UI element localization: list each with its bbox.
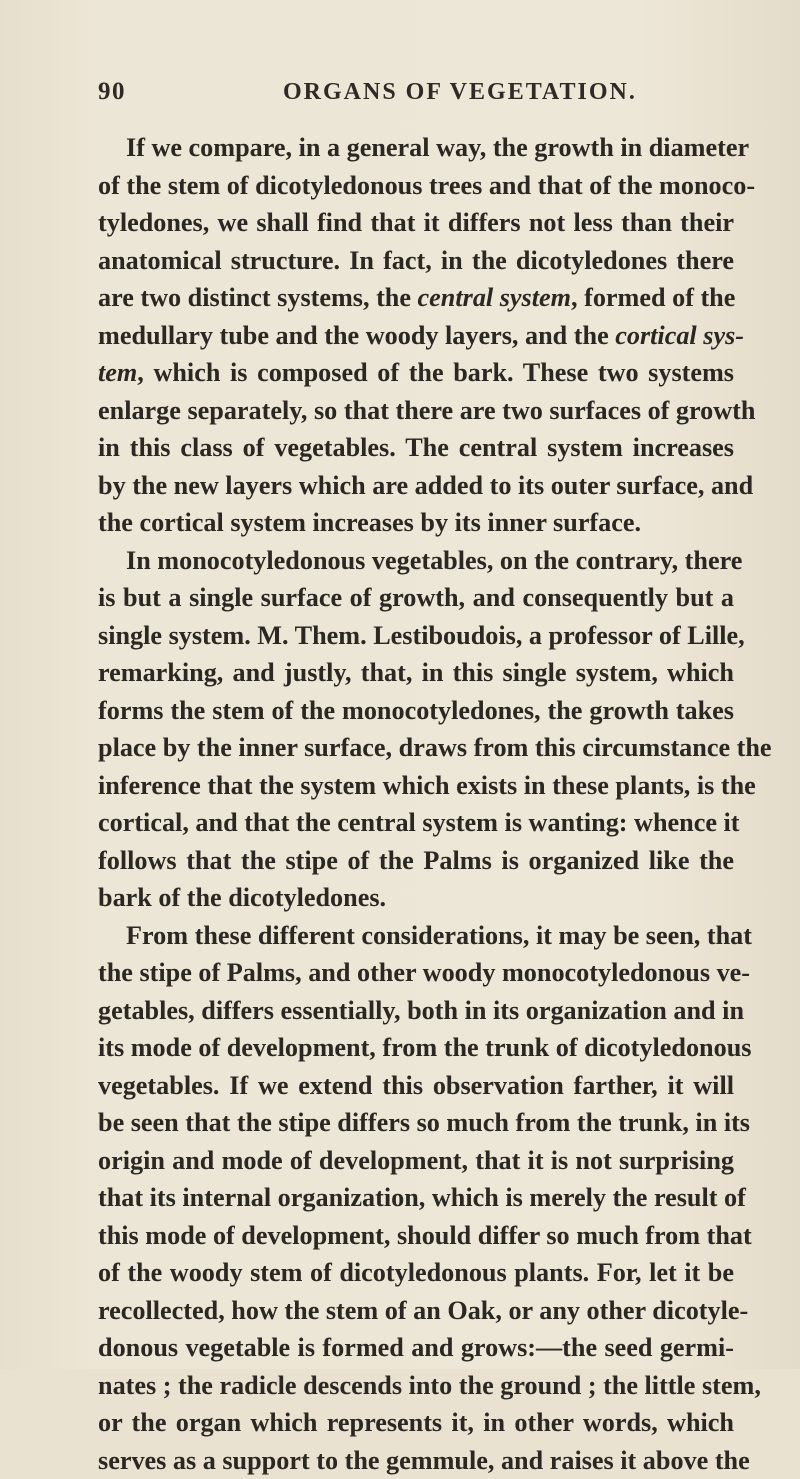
text-line: enlarge separately, so that there are two surfaces of growth	[98, 392, 734, 430]
text-line: cortical, and that the central system is wanting: whence it	[98, 804, 734, 842]
text-line: its mode of development, from the trunk of dicotyledonous	[98, 1029, 734, 1067]
text-line: From these different considerations, it may be seen, that	[98, 917, 734, 955]
text-line	[98, 279, 734, 317]
text-line: donous vegetable is formed and grows:—the seed germi-	[98, 1329, 734, 1367]
text-line: the stipe of Palms, and other woody monocotyledonous ve-	[98, 954, 734, 992]
text-run: medullary tube and the woody layers, and the	[98, 321, 615, 350]
text-line: follows that the stipe of the Palms is organized like the	[98, 842, 734, 880]
body-text	[98, 129, 734, 1479]
text-line: vegetables. If we extend this observation farther, it will	[98, 1067, 734, 1105]
text-line: tyledones, we shall find that it differs not less than their	[98, 204, 734, 242]
text-line	[98, 354, 734, 392]
text-line: this mode of development, should differ so much from that	[98, 1217, 734, 1255]
italic-term: tem	[98, 358, 137, 387]
text-line: the cortical system increases by its inner surface.	[98, 504, 734, 542]
text-run: , which is composed of the bark. These two systems	[137, 358, 734, 387]
text-run: are two distinct systems, the	[98, 283, 418, 312]
text-line: place by the inner surface, draws from this circumstance the	[98, 729, 734, 767]
text-line: recollected, how the stem of an Oak, or any other dicotyle-	[98, 1292, 734, 1330]
text-line: anatomical structure. In fact, in the dicotyledones there	[98, 242, 734, 280]
running-head: ORGANS OF VEGETATION.	[283, 79, 637, 106]
text-line: inference that the system which exists in these plants, is the	[98, 767, 734, 805]
text-line: single system. M. Them. Lestiboudois, a professor of Lille,	[98, 617, 734, 655]
italic-term: cortical sys-	[615, 321, 744, 350]
text-line: forms the stem of the monocotyledones, the growth takes	[98, 692, 734, 730]
text-line: in this class of vegetables. The central system increases	[98, 429, 734, 467]
text-line: is but a single surface of growth, and consequently but a	[98, 579, 734, 617]
text-line: of the stem of dicotyledonous trees and that of the monoco-	[98, 167, 734, 205]
page-number: 90	[98, 78, 168, 106]
text-line: nates ; the radicle descends into the ground ; the little stem,	[98, 1367, 734, 1405]
text-line: by the new layers which are added to its outer surface, and	[98, 467, 734, 505]
text-line: be seen that the stipe differs so much from the trunk, in its	[98, 1104, 734, 1142]
text-line: If we compare, in a general way, the growth in diameter	[98, 129, 734, 167]
text-line: getables, differs essentially, both in its organization and in	[98, 992, 734, 1030]
text-line: bark of the dicotyledones.	[98, 879, 734, 917]
italic-term: central system	[418, 283, 571, 312]
text-line: or the organ which represents it, in other words, which	[98, 1404, 734, 1442]
text-line: origin and mode of development, that it is not surprising	[98, 1142, 734, 1180]
text-line: In monocotyledonous vegetables, on the contrary, there	[98, 542, 734, 580]
text-line: that its internal organization, which is merely the result of	[98, 1179, 734, 1217]
text-line: of the woody stem of dicotyledonous plants. For, let it be	[98, 1254, 734, 1292]
text-line: serves as a support to the gemmule, and raises it above the	[98, 1442, 734, 1479]
text-run: , formed of the	[571, 283, 735, 312]
page-header	[98, 78, 728, 114]
text-line	[98, 317, 734, 355]
text-line: remarking, and justly, that, in this single system, which	[98, 654, 734, 692]
